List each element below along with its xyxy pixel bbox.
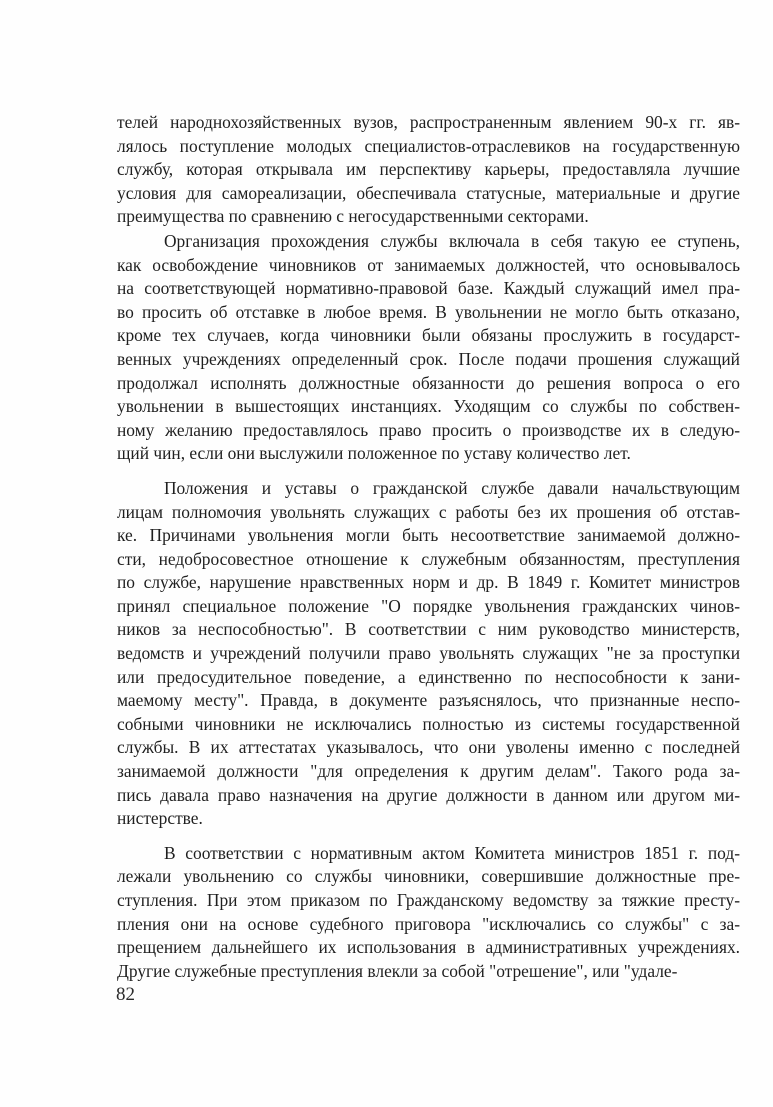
text-line: венных учреждениях определенный срок. После подачи прошения служащий [117,348,740,369]
body-text [117,111,740,983]
text-line: на соответствующей нормативно-правовой базе. Каждый служащий имел пра- [117,278,740,299]
page-number: 82 [116,984,135,1005]
paragraph-gap [117,466,740,477]
text-line: ведомств и учреждений получили право увольнять служащих "не за проступки [117,643,740,664]
text-line: службы. В их аттестатах указывалось, что они уволены именно с последней [117,737,740,758]
text-line: увольнении в вышестоящих инстанциях. Уходящим со службы по собствен- [117,396,740,417]
paragraph [117,842,740,984]
text-line: по службе, нарушение нравственных норм и др. В 1849 г. Комитет министров [117,572,740,593]
text-line: В соответствии с нормативным актом Комитета министров 1851 г. под- [164,842,740,863]
text-line: во просить об отставке в любое время. В увольнении не могло быть отказано, [117,301,740,322]
text-line: нистерстве. [117,808,203,829]
text-line: прещением дальнейшего их использования в административных учреждениях. [117,937,740,958]
text-line: щий чин, если они выслужили положенное по уставу количество лет. [117,443,631,464]
paragraph [117,230,740,466]
text-line: кроме тех случаев, когда чиновники были обязаны прослужить в государст- [117,325,740,346]
text-line: службу, которая открывала им перспективу карьеры, предоставляла лучшие [117,159,740,180]
text-line: лицам полномочия увольнять служащих с работы без их прошения об отстав- [117,501,740,522]
text-line: пления они на основе судебного приговора "исключались со службы" с за- [117,913,740,934]
text-line: маемому месту". Правда, в документе разъяснялось, что признанные неспо- [117,690,740,711]
paragraph-gap [117,831,740,842]
text-line: условия для самореализации, обеспечивала статусные, материальные и другие [117,182,740,203]
text-line: как освобождение чиновников от занимаемых должностей, что основывалось [117,254,740,275]
text-line: телей народнохозяйственных вузов, распространенным явлением 90-х гг. яв- [117,112,740,132]
text-line: лежали увольнению со службы чиновники, совершившие должностные пре- [117,866,740,887]
paragraph [117,477,740,831]
text-line: продолжал исполнять должностные обязанности до решения вопроса о его [117,372,740,393]
text-line: Организация прохождения службы включала в себя такую ее ступень, [164,230,740,251]
text-line: Другие служебные преступления влекли за собой "отрешение", или "удале- [117,960,678,981]
text-line: ников за неспособностью". В соответствии с ним руководство министерств, [117,619,740,640]
text-line: принял специальное положение "О порядке увольнения гражданских чинов- [117,595,740,616]
text-line: Положения и уставы о гражданской службе давали начальствующим [164,477,740,498]
text-line: сти, недобросовестное отношение к служебным обязанностям, преступления [117,548,740,569]
text-line: занимаемой должности "для определения к другим делам". Такого рода за- [117,761,740,782]
text-line: лялось поступление молодых специалистов-отраслевиков на государственную [117,135,740,156]
text-line: или предосудительное поведение, а единственно по неспособности к зани- [117,666,740,687]
text-line: пись давала право назначения на другие должности в данном или другом ми- [117,784,740,805]
text-line: преимущества по сравнению с негосударственными секторами. [117,206,589,227]
text-line: ке. Причинами увольнения могли быть несоответствие занимаемой должно- [117,525,740,546]
text-line: ному желанию предоставлялось право просить о производстве их в следую- [117,419,740,440]
paragraph [117,111,740,229]
text-line: ступления. При этом приказом по Гражданскому ведомству за тяжкие престу- [117,890,740,910]
text-line: собными чиновники не исключались полностью из системы государственной [117,713,740,734]
